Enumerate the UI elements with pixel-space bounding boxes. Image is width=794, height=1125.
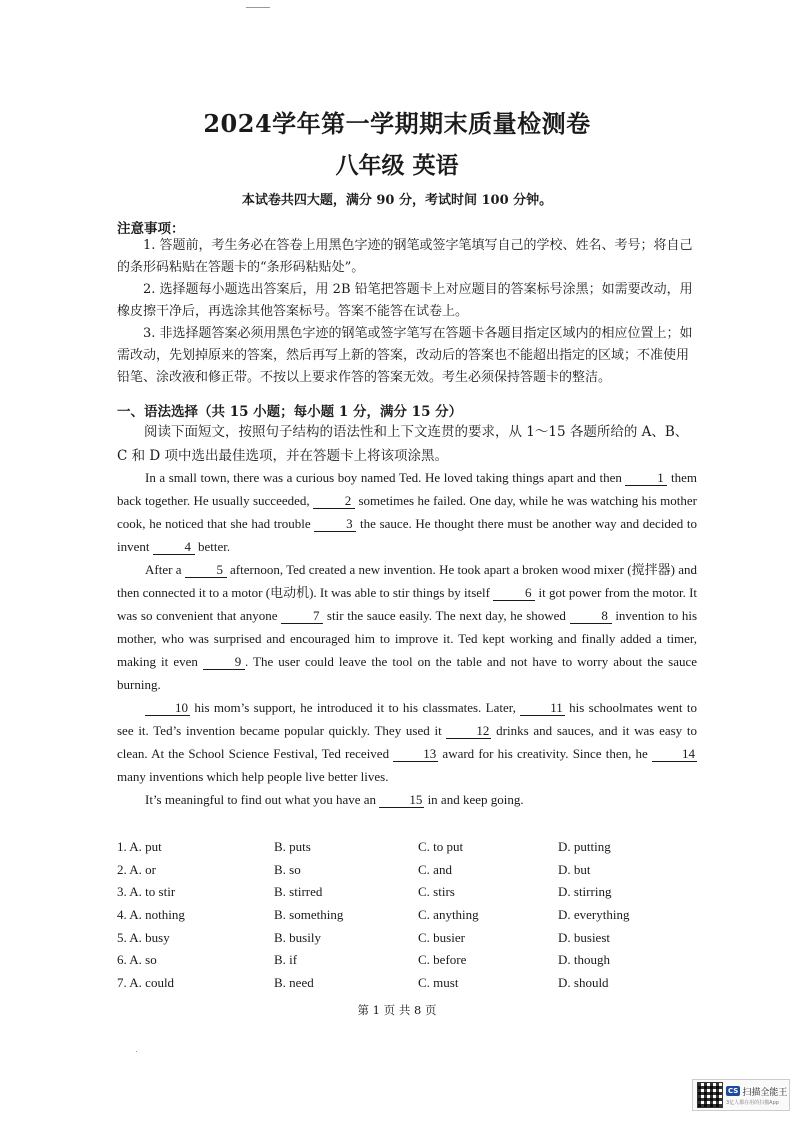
option-row [117, 927, 697, 950]
blank-4: 4 [153, 540, 195, 555]
note-item: 3. 非选择题答案必须用黑色字迹的钢笔或签字笔写在答题卡各题目指定区域内的相应位置上；如需改动，先划掉原来的答案，然后再写上新的答案，改动后的答案也不能超出指定的区域；不准使用铅笔、涂改液和修正带。不按以上要求作答的答案无效。考生必须保持答题卡的整洁。 [117, 326, 693, 385]
option-d: D. busiest [558, 929, 610, 945]
passage-text: sometimes he failed. One day, while he was watching his mother cook, he noticed that she had trouble [117, 493, 698, 531]
passage-text: better. [198, 539, 231, 554]
option-c: C. stirs [418, 884, 455, 900]
option-a: 5. A. busy [117, 929, 170, 945]
passage-text: many inventions which help people live better lives. [117, 769, 389, 784]
passage-text: In a small town, there was a curious boy named Ted. He loved taking things apart and then [145, 470, 622, 485]
notes-list [117, 235, 695, 389]
qr-code-icon [697, 1082, 723, 1108]
option-d: D. putting [558, 839, 611, 854]
page-number: 第 1 页 共 8 页 [357, 1003, 437, 1017]
passage-text: in and keep going. [427, 792, 524, 807]
blank-14: 14 [652, 747, 697, 762]
option-b: B. if [274, 952, 298, 968]
note-item: 2. 选择题每小题选出答案后，用 2B 铅笔把答题卡上对应题目的答案标号涂黑；如需要改动，用橡皮擦干净后，再选涂其他答案标号。答案不能答在试卷上。 [117, 282, 693, 319]
scanner-text [726, 1085, 787, 1106]
scanner-logo [726, 1085, 787, 1098]
option-a: 1. A. put [117, 839, 162, 854]
exam-info: 本试卷共四大题，满分 90 分，考试时间 100 分钟。 [241, 193, 553, 208]
passage-paragraph [117, 788, 697, 811]
scanner-name: 扫描全能王 [742, 1087, 788, 1098]
passage-text: stir the sauce easily. The next day, he showed [326, 608, 566, 623]
option-d: D. though [558, 952, 610, 968]
option-d: D. everything [558, 907, 630, 923]
blank-1: 1 [625, 471, 667, 486]
option-d: D. but [558, 861, 591, 877]
blank-15: 15 [379, 793, 424, 808]
blank-6: 6 [493, 586, 535, 601]
option-a: 7. A. could [117, 975, 175, 991]
option-a: 2. A. or [117, 861, 156, 877]
option-row [117, 904, 697, 927]
answer-options [117, 836, 697, 995]
scan-speck [136, 1051, 137, 1052]
passage-text: his schoolmates went to see it. Ted’s invention became popular quickly. They used it [117, 700, 698, 738]
reading-passage [117, 466, 697, 811]
option-b: B. puts [274, 839, 311, 854]
scanner-watermark [692, 1079, 790, 1111]
section-directions [117, 420, 697, 468]
option-a: 3. A. to stir [117, 884, 176, 900]
section-heading: 一、语法选择（共 15 小题；每小题 1 分，满分 15 分） [117, 404, 463, 420]
option-d: D. should [558, 975, 609, 991]
blank-7: 7 [281, 609, 323, 624]
notes-heading: 注意事项： [117, 221, 185, 237]
passage-text: drinks and sauces, and it was easy to clean. At the School Science Festival, Ted received [117, 723, 698, 761]
blank-12: 12 [446, 724, 491, 739]
option-row [117, 881, 697, 904]
scan-mark [246, 7, 270, 8]
exam-subtitle: 八年级 英语 [335, 152, 459, 179]
option-b: B. stirred [274, 884, 323, 900]
option-a: 6. A. so [117, 952, 157, 968]
blank-3: 3 [314, 517, 356, 532]
option-d: D. stirring [558, 884, 612, 900]
blank-13: 13 [393, 747, 438, 762]
option-row [117, 972, 697, 995]
scanner-tagline: 3亿人都在用的扫描App [726, 1099, 779, 1106]
option-c: C. must [418, 975, 459, 991]
passage-text: afternoon, Ted created a new invention. He took apart a broken wood mixer (搅拌器) and then connected it to a motor (电动机). It was able to stir things by itself [117, 562, 698, 600]
option-b: B. need [274, 975, 314, 991]
blank-5: 5 [185, 563, 227, 578]
option-a: 4. A. nothing [117, 907, 185, 923]
option-row [117, 859, 697, 882]
blank-11: 11 [520, 701, 565, 716]
passage-paragraph [117, 558, 697, 696]
passage-text: his mom’s support, he introduced it to his classmates. Later, [194, 700, 516, 715]
option-row [117, 949, 697, 972]
passage-text: them back together. He usually succeeded, [117, 470, 698, 508]
passage-text: the sauce. He thought there must be another way and decided to invent [117, 516, 698, 554]
option-c: C. to put [418, 839, 464, 854]
note-item: 1. 答题前，考生务必在答卷上用黑色字迹的钢笔或签字笔填写自己的学校、姓名、考号；将自己的条形码粘贴在答题卡的“条形码粘贴处”。 [117, 238, 693, 275]
option-row [117, 836, 697, 859]
passage-text: After a [145, 562, 182, 577]
passage-text: invention to his mother, who was surprised and encouraged him to improve it. Ted kept working and finally added a timer, making it even [117, 608, 698, 669]
option-b: B. something [274, 907, 344, 923]
option-c: C. and [418, 861, 452, 877]
exam-title: 2024学年第一学期期末质量检测卷 [203, 109, 591, 138]
passage-text: award for his creativity. Since then, he [442, 746, 648, 761]
camscanner-logo-icon: CS [728, 1087, 739, 1095]
blank-9: 9 [203, 655, 245, 670]
passage-text: . The user could leave the tool on the table and not have to worry about the sauce burning. [117, 654, 698, 692]
directions-text: 阅读下面短文，按照句子结构的语法性和上下文连贯的要求，从 1～15 各题所给的 A、B、C 和 D 项中选出最佳选项，并在答题卡上将该项涂黑。 [117, 424, 689, 464]
passage-paragraph [117, 696, 697, 788]
option-b: B. busily [274, 929, 321, 945]
blank-2: 2 [313, 494, 355, 509]
blank-10: 10 [145, 701, 190, 716]
option-b: B. so [274, 861, 301, 877]
passage-paragraph [117, 466, 697, 558]
option-c: C. anything [418, 907, 479, 923]
passage-text: it got power from the motor. It was so convenient that anyone [117, 585, 698, 623]
passage-text: It’s meaningful to find out what you have an [145, 792, 377, 807]
blank-8: 8 [570, 609, 612, 624]
option-c: C. before [418, 952, 467, 968]
option-c: C. busier [418, 929, 465, 945]
